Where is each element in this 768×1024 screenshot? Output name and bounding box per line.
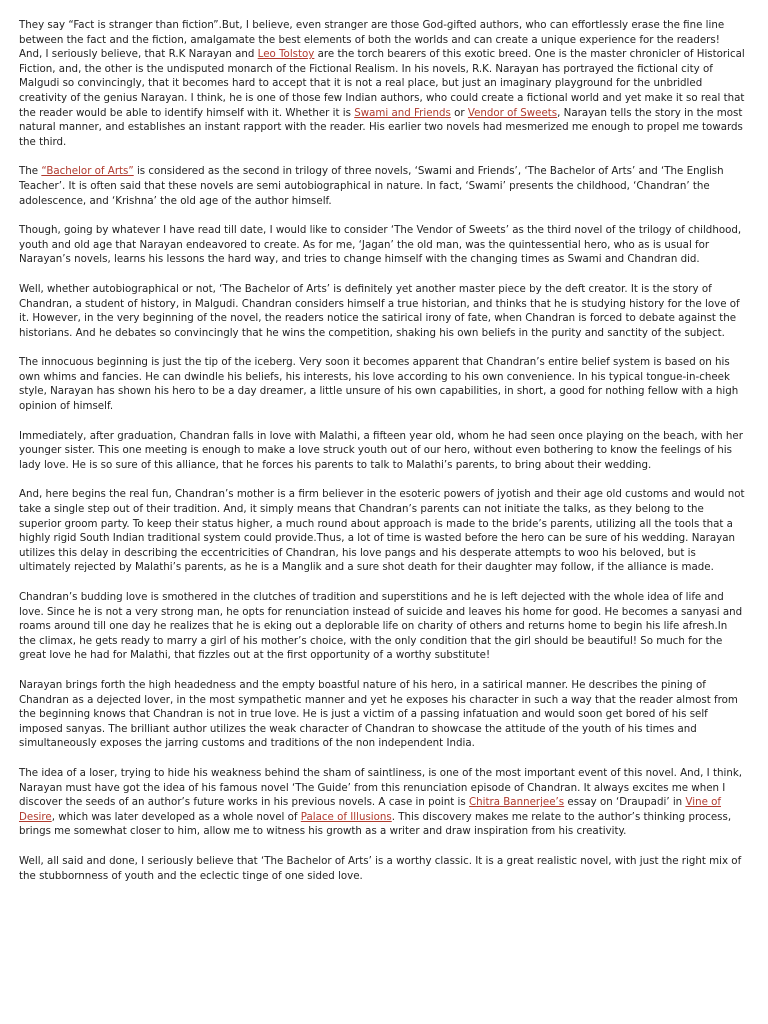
paragraph-text: The: [19, 165, 42, 178]
paragraph-text: Narayan brings forth the high headedness and the empty boastful nature of his hero, in a satirical manner. He describes the pining of Chandran as a dejected lover, in the most sympathetic manner and yet he exposes his character in such a way that the reader almost from the beginning knows that Chandran is not in true love. He is just a victim of a passing infatuation and would soon get bored of his self imposed sanyas. The brilliant author utilizes the weak character of Chandran to showcase the attitude of the youth of his times and simultaneously exposes the jarring customs and traditions of the non independent India.: [19, 678, 738, 750]
article-paragraph: [19, 18, 746, 149]
article-paragraph: [19, 487, 746, 575]
article-link[interactable]: Vendor of Sweets: [467, 106, 558, 119]
paragraph-text: is considered as the second in trilogy of three novels, ‘Swami and Friends’, ‘The Bachelor of Arts’ and ‘The English Teacher’. It is often said that these novels are semi autobiographical in nature. In fact, ‘Swami’ presents the childhood, ‘Chandran’ the adolescence, and ‘Krishna’ the old age of the author himself.: [19, 165, 724, 207]
article-paragraph: [19, 164, 746, 208]
paragraph-text: , Narayan tells the story in the most natural manner, and establishes an instant rapport with the reader. His earlier two novels had mesmerized me enough to propel me towards the third.: [19, 106, 743, 148]
article-link[interactable]: Swami and Friends: [354, 106, 451, 119]
article-paragraph: [19, 355, 746, 413]
paragraph-text: The innocuous beginning is just the tip of the iceberg. Very soon it becomes apparent that Chandran’s entire belief system is based on his own whims and fancies. He can dwindle his beliefs, his interests, his love according to his own convenience. In his typical tongue-in-cheek style, Narayan has shown his hero to be a day dreamer, a little unsure of his own capabilities, in short, a good for nothing fellow with a high opinion of himself.: [19, 356, 739, 413]
article-paragraph: [19, 854, 746, 883]
paragraph-text: . This discovery makes me relate to the author’s thinking process, brings me somewhat closer to him, allow me to witness his growth as a writer and draw inspiration from his creativity.: [19, 810, 732, 838]
article-paragraph: [19, 429, 746, 473]
article-paragraph: [19, 282, 746, 340]
article-link[interactable]: Chitra Bannerjee’s: [468, 796, 565, 809]
article-paragraph: [19, 766, 746, 839]
article-paragraph: [19, 678, 746, 751]
paragraph-text: , which was later developed as a whole novel of: [51, 810, 301, 823]
article-link[interactable]: Vine of Desire: [19, 796, 722, 823]
paragraph-text: Well, whether autobiographical or not, ‘The Bachelor of Arts’ is definitely yet another master piece by the deft creator. It is the story of Chandran, a student of history, in Malgudi. Chandran considers himself a true historian, and thinks that he is studying history for the love of it. However, in the very beginning of the novel, the readers notice the satirical irony of fate, when Chandran is forced to debate against the historians. And he debates so convincingly that he wins the competition, shaking his own beliefs in the purity and sanctity of the subject.: [19, 282, 740, 339]
paragraph-text: Though, going by whatever I have read till date, I would like to consider ‘The Vendor of Sweets’ as the third novel of the trilogy of childhood, youth and old age that Narayan endeavored to create. As for me, ‘Jagan’ the old man, was the quintessential hero, who as is usual for Narayan’s novels, learns his lessons the hard way, and tries to change himself with the changing times as Swami and Chandran did.: [19, 224, 742, 266]
paragraph-text: The idea of a loser, trying to hide his weakness behind the sham of saintliness, is one of the most important event of this novel. And, I think, Narayan must have got the idea of his famous novel ‘The Guide’ from this renunciation episode of Chandran. It always excites me when I discover the seeds of an author’s future works in his previous novels. A case in point is: [19, 766, 743, 809]
paragraph-text: Immediately, after graduation, Chandran falls in love with Malathi, a fifteen year old, whom he had seen once playing on the beach, with her younger sister. This one meeting is enough to make a love struck youth out of our hero, without even bothering to know the feelings of his lady love. He is so sure of this alliance, that he forces his parents to talk to Malathi’s parents, to bring about their wedding.: [19, 429, 743, 471]
paragraph-text: Chandran’s budding love is smothered in the clutches of tradition and superstitions and he is left dejected with the whole idea of life and love. Since he is not a very strong man, he opts for renunciation instead of suicide and leaves his home for good. He becomes a sanyasi and roams around till one day he realizes that he is eking out a deplorable life on charity of others and returns home to begin his life afresh.In the climax, he gets ready to marry a girl of his mother’s choice, with the only condition that the girl should be beautiful! So much for the great love he had for Malathi, that fizzles out at the first opportunity of a worthy substitute!: [19, 591, 743, 662]
article-link[interactable]: Leo Tolstoy: [257, 48, 315, 61]
paragraph-text: essay on ‘Draupadi’ in: [564, 796, 686, 809]
paragraph-text: are the torch bearers of this exotic breed. One is the master chronicler of Historical Fiction, and, the other is the undisputed monarch of the Fictional Realism. In his novels, R.K. Narayan has portrayed the fictional city of Malgudi so convincingly, that it becomes hard to accept that it is not a real place, but just an imaginary playground for the unbridled creativity of the genius Narayan. I think, he is one of those few Indian authors, who could create a fictional world and yet make it so real that the reader would be able to identify himself with it. Whether it is: [19, 48, 745, 119]
paragraph-text: or: [450, 106, 468, 119]
article-link[interactable]: Palace of Illusions: [300, 810, 392, 823]
paragraph-text: Well, all said and done, I seriously believe that ‘The Bachelor of Arts’ is a worthy classic. It is a great realistic novel, with just the right mix of the stubbornness of youth and the eclectic tinge of one sided love.: [19, 854, 742, 882]
paragraph-text: And, here begins the real fun, Chandran’s mother is a firm believer in the esoteric powers of jyotish and their age old customs and would not take a single step out of their tradition. And, it simply means that Chandran’s parents can not initiate the talks, as they belong to the superior groom party. To keep their status higher, a much round about approach is made to the bride’s parents, utilizing all the tools that a highly rigid South Indian traditional system could provide.Thus, a lot of time is wasted before the hero can be sure of his wedding. Narayan utilizes this delay in describing the eccentricities of Chandran, his love pangs and his desperate attempts to woo his beloved, but is ultimately rejected by Malathi’s parents, as he is a Manglik and a sure shot death for their daughter may follow, if the alliance is made.: [19, 488, 745, 574]
article-paragraph: [19, 590, 746, 663]
paragraph-text: They say “Fact is stranger than fiction”.But, I believe, even stranger are those God-gifted authors, who can effortlessly erase the fine line between the fact and the fiction, amalgamate the best elements of both the worlds and can create a unique experience for the readers! And, I seriously believe, that R.K Narayan and: [19, 19, 725, 61]
article-link[interactable]: “Bachelor of Arts”: [41, 165, 134, 178]
article-paragraph: [19, 223, 746, 267]
